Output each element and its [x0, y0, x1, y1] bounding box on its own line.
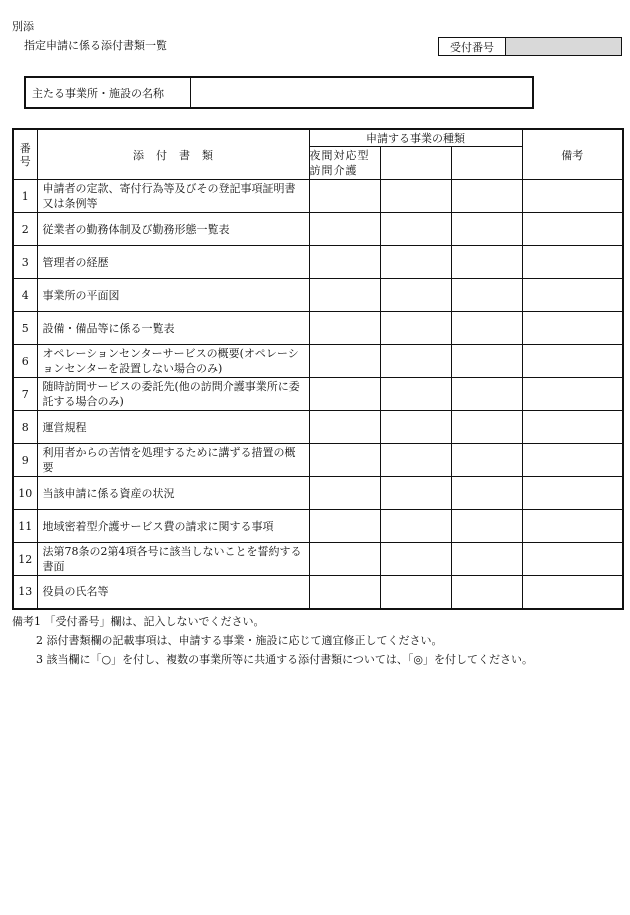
col-header-service-type [309, 147, 380, 180]
service-check-cell[interactable] [380, 345, 451, 378]
document-name: 法第78条の2第4項各号に該当しないことを誓約する書面 [37, 543, 309, 576]
row-number: 8 [13, 411, 37, 444]
service-check-cell[interactable] [380, 279, 451, 312]
service-check-cell[interactable] [309, 576, 380, 609]
facility-name-field[interactable] [191, 78, 532, 107]
service-check-cell[interactable] [451, 510, 522, 543]
table-row [13, 378, 623, 411]
service-check-cell[interactable] [451, 213, 522, 246]
document-name: 役員の氏名等 [37, 576, 309, 609]
document-name: 当該申請に係る資産の状況 [37, 477, 309, 510]
row-number: 2 [13, 213, 37, 246]
service-check-cell[interactable] [309, 345, 380, 378]
service-check-cell[interactable] [380, 444, 451, 477]
row-number: 11 [13, 510, 37, 543]
document-name: 設備・備品等に係る一覧表 [37, 312, 309, 345]
attachment-label: 別添 [12, 20, 34, 33]
service-check-cell[interactable] [451, 180, 522, 213]
note-item: 2 添付書類欄の記載事項は、申請する事業・施設に応じて適宜修正してください。 [36, 634, 443, 647]
remarks-cell[interactable] [522, 543, 623, 576]
service-check-cell[interactable] [309, 180, 380, 213]
table-row [13, 576, 623, 609]
receipt-number-box [438, 37, 622, 56]
service-check-cell[interactable] [380, 411, 451, 444]
service-check-cell[interactable] [451, 378, 522, 411]
col-header-number-top: 番 [19, 141, 31, 155]
document-name: 申請者の定款、寄付行為等及びその登記事項証明書又は条例等 [37, 180, 309, 213]
service-check-cell[interactable] [380, 543, 451, 576]
col-header-service-group: 申請する事業の種類 [309, 129, 522, 147]
col-header-service-blank [451, 147, 522, 180]
service-check-cell[interactable] [451, 444, 522, 477]
col-header-number-bottom: 号 [19, 154, 31, 168]
service-check-cell[interactable] [380, 312, 451, 345]
service-check-cell[interactable] [309, 312, 380, 345]
service-check-cell[interactable] [309, 411, 380, 444]
attachment-table [12, 128, 624, 610]
remarks-cell[interactable] [522, 444, 623, 477]
document-name: 地域密着型介護サービス費の請求に関する事項 [37, 510, 309, 543]
document-name: 随時訪問サービスの委託先(他の訪問介護事業所に委託する場合のみ) [37, 378, 309, 411]
service-check-cell[interactable] [309, 279, 380, 312]
service-type-line1: 夜間対応型 [309, 149, 370, 162]
remarks-cell[interactable] [522, 312, 623, 345]
remarks-cell[interactable] [522, 510, 623, 543]
table-row [13, 444, 623, 477]
document-name: 管理者の経歴 [37, 246, 309, 279]
service-check-cell[interactable] [451, 543, 522, 576]
receipt-number-label: 受付番号 [439, 38, 506, 55]
table-row [13, 411, 623, 444]
remarks-cell[interactable] [522, 411, 623, 444]
row-number: 3 [13, 246, 37, 279]
service-check-cell[interactable] [309, 213, 380, 246]
service-check-cell[interactable] [380, 477, 451, 510]
service-check-cell[interactable] [309, 444, 380, 477]
table-row [13, 543, 623, 576]
col-header-documents [37, 129, 309, 180]
service-check-cell[interactable] [380, 378, 451, 411]
row-number: 12 [13, 543, 37, 576]
service-check-cell[interactable] [309, 477, 380, 510]
note-item: 備考1 「受付番号」欄は、記入しないでください。 [12, 615, 265, 628]
table-row [13, 312, 623, 345]
service-check-cell[interactable] [451, 477, 522, 510]
document-name: 利用者からの苦情を処理するために講ずる措置の概要 [37, 444, 309, 477]
service-check-cell[interactable] [451, 312, 522, 345]
row-number: 10 [13, 477, 37, 510]
note-item: 3 該当欄に「○」を付し、複数の事業所等に共通する添付書類については、「◎」を付してください。 [36, 653, 533, 666]
service-check-cell[interactable] [309, 510, 380, 543]
service-check-cell[interactable] [380, 213, 451, 246]
row-number: 5 [13, 312, 37, 345]
service-check-cell[interactable] [309, 543, 380, 576]
notes-section [12, 612, 533, 669]
table-row [13, 246, 623, 279]
document-name: 従業者の勤務体制及び勤務形態一覧表 [37, 213, 309, 246]
remarks-cell[interactable] [522, 246, 623, 279]
service-check-cell[interactable] [380, 180, 451, 213]
table-row [13, 213, 623, 246]
service-type-line2: 訪問介護 [309, 164, 358, 177]
col-header-number [13, 129, 37, 180]
service-check-cell[interactable] [380, 246, 451, 279]
document-name: オペレーションセンターサービスの概要(オペレーションセンターを設置しない場合のみ) [37, 345, 309, 378]
table-row [13, 477, 623, 510]
service-check-cell[interactable] [309, 246, 380, 279]
table-row [13, 345, 623, 378]
row-number: 13 [13, 576, 37, 609]
table-row [13, 279, 623, 312]
remarks-cell[interactable] [522, 345, 623, 378]
table-row [13, 180, 623, 213]
remarks-cell[interactable] [522, 180, 623, 213]
row-number: 4 [13, 279, 37, 312]
col-header-documents-label: 添付書類 [133, 148, 225, 162]
page-title: 指定申請に係る添付書類一覧 [24, 39, 167, 52]
remarks-cell[interactable] [522, 279, 623, 312]
document-name: 運営規程 [37, 411, 309, 444]
row-number: 6 [13, 345, 37, 378]
remarks-cell[interactable] [522, 213, 623, 246]
facility-name-label: 主たる事業所・施設の名称 [26, 78, 191, 107]
service-check-cell[interactable] [380, 510, 451, 543]
document-name: 事業所の平面図 [37, 279, 309, 312]
service-check-cell[interactable] [451, 279, 522, 312]
row-number: 9 [13, 444, 37, 477]
col-header-remarks: 備考 [522, 129, 623, 180]
row-number: 7 [13, 378, 37, 411]
remarks-cell[interactable] [522, 477, 623, 510]
receipt-number-field[interactable] [506, 38, 621, 55]
service-check-cell[interactable] [309, 378, 380, 411]
row-number: 1 [13, 180, 37, 213]
service-check-cell[interactable] [451, 576, 522, 609]
service-check-cell[interactable] [451, 411, 522, 444]
service-check-cell[interactable] [380, 576, 451, 609]
col-header-service-blank [380, 147, 451, 180]
remarks-cell[interactable] [522, 378, 623, 411]
service-check-cell[interactable] [451, 345, 522, 378]
remarks-cell[interactable] [522, 576, 623, 609]
facility-name-box [24, 76, 534, 109]
service-check-cell[interactable] [451, 246, 522, 279]
table-row [13, 510, 623, 543]
